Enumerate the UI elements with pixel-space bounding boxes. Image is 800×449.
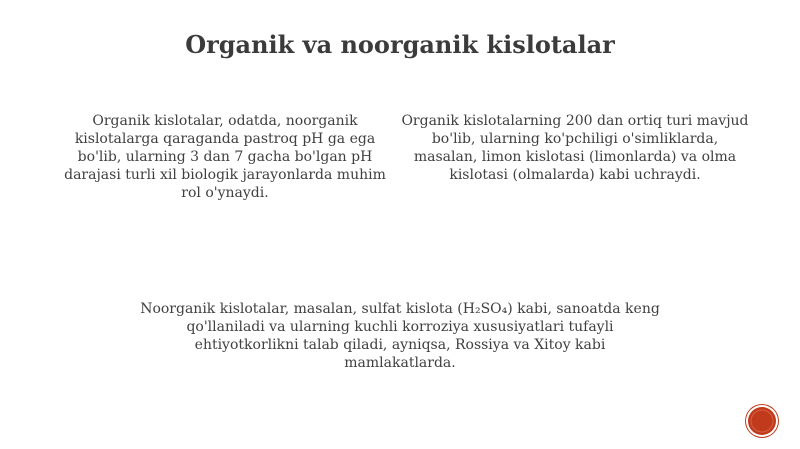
paragraph-organic-ph: Organik kislotalar, odatda, noorganik kislotalarga qaraganda pastroq pH ga ega bo'lib, ularning 3 dan 7 gacha bo'lgan pH darajasi turli xil biologik jarayonlarda muhim rol o'ynaydi. [64,113,386,201]
slide-title: Organik va noorganik kislotalar [185,30,615,59]
paragraph-inorganic-acids: Noorganik kislotalar, masalan, sulfat kislota (H₂SO₄) kabi, sanoatda keng qo'llaniladi va ularning kuchli korroziya xususiyatlari tufayli ehtiyotkorlikni talab qiladi, ayniqsa, Rossiya va Xitoy kabi mamlakatlarda. [140,301,660,371]
paragraph-organic-types: Organik kislotalarning 200 dan ortiq turi mavjud bo'lib, ularning ko'pchiligi o'simliklarda, masalan, limon kislotasi (limonlarda) va olma kislotasi (olmalarda) kabi uchraydi. [401,113,749,183]
slide-nav-button[interactable] [748,407,776,435]
circle-button-icon [748,407,776,435]
